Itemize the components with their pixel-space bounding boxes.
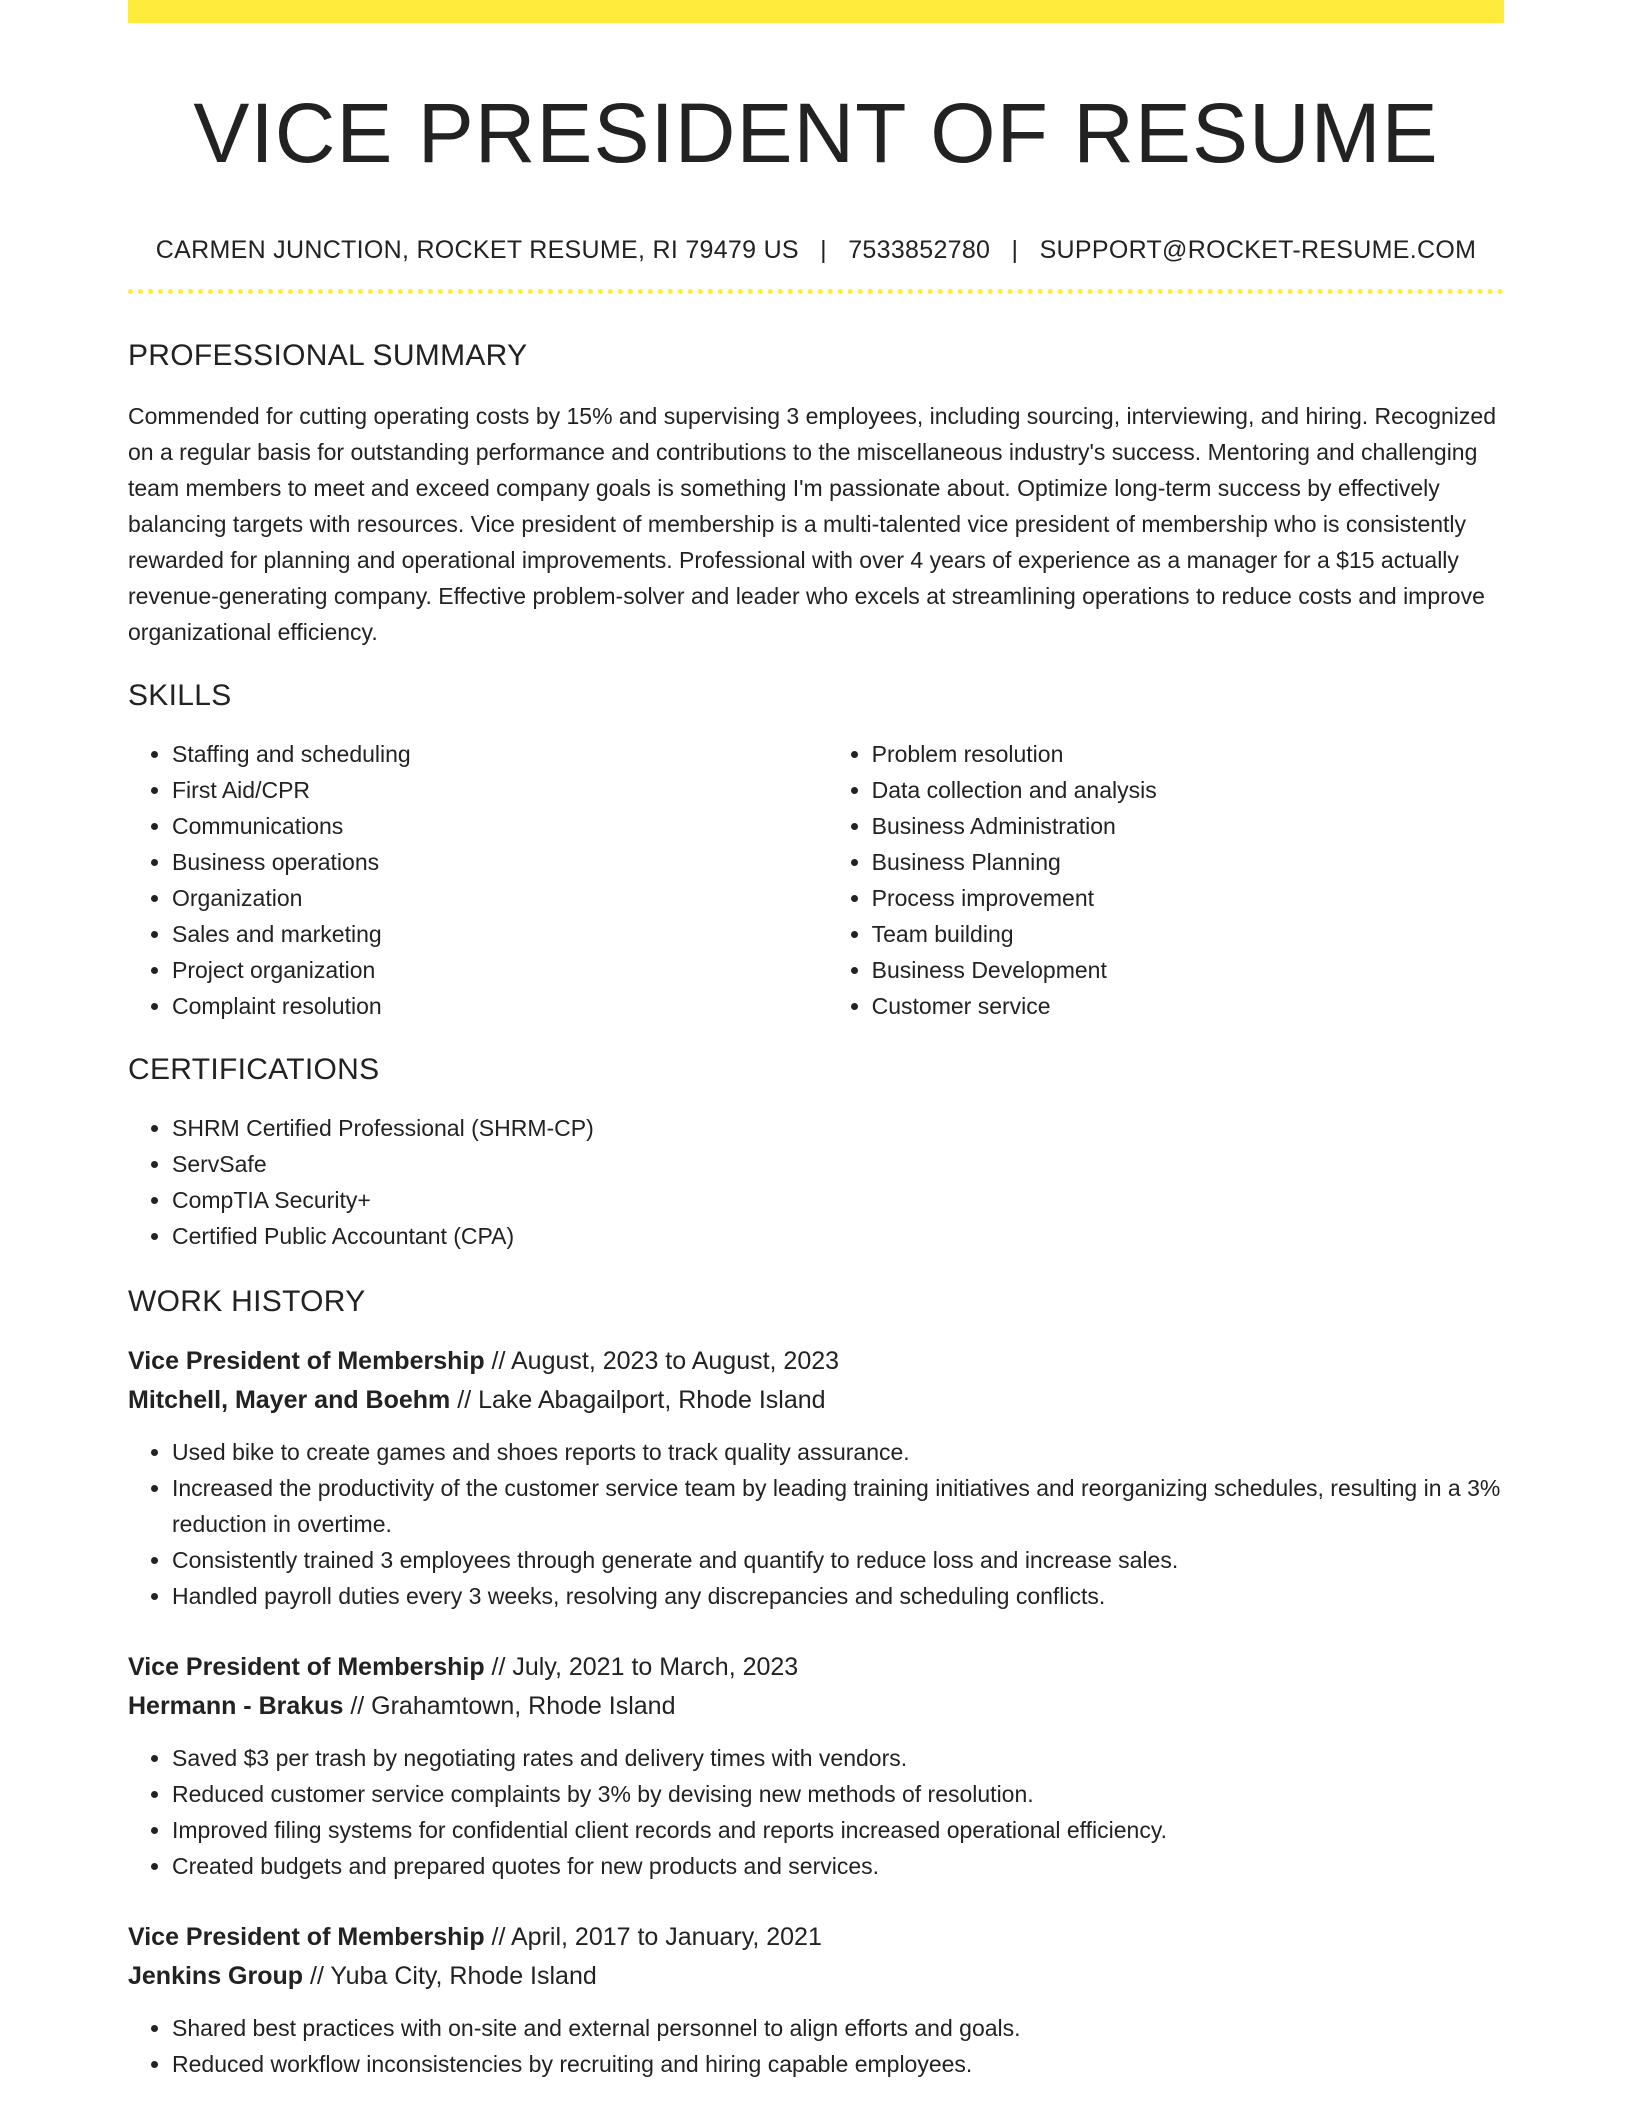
job-company: Jenkins Group xyxy=(128,1962,304,1990)
contact-line xyxy=(128,235,1504,265)
accent-top-bar xyxy=(128,0,1504,23)
skills-list-left xyxy=(128,736,828,1024)
contact-email[interactable]: SUPPORT@ROCKET-RESUME.COM xyxy=(1039,236,1477,264)
contact-phone[interactable]: 7533852780 xyxy=(848,236,991,264)
job-bullet: • Shared best practices with on-site and external personnel to align efforts and goals. xyxy=(172,2010,1504,2046)
skill-item: • Problem resolution xyxy=(872,736,1504,772)
job-entry xyxy=(128,1342,1504,1614)
skill-item: • Data collection and analysis xyxy=(872,772,1504,808)
job-bullet: • Created budgets and prepared quotes for new products and services. xyxy=(172,1848,1504,1884)
job-bullet: • Improved filing systems for confidential client records and reports increased operational efficiency. xyxy=(172,1812,1504,1848)
job-company-line xyxy=(128,1957,1504,1996)
skills-list-right xyxy=(828,736,1504,1024)
skill-item: • Organization xyxy=(172,880,828,916)
certification-item: • CompTIA Security+ xyxy=(172,1182,1504,1218)
skill-item: • Business Planning xyxy=(872,844,1504,880)
job-entry xyxy=(128,1918,1504,2082)
contact-address: CARMEN JUNCTION, ROCKET RESUME, RI 79479 US xyxy=(155,236,799,264)
job-role: Vice President of Membership xyxy=(128,1653,485,1681)
job-bullet: • Reduced customer service complaints by 3% by devising new methods of resolution. xyxy=(172,1776,1504,1812)
certifications-heading: CERTIFICATIONS xyxy=(128,1053,380,1086)
summary-section xyxy=(128,338,1504,650)
job-role: Vice President of Membership xyxy=(128,1923,485,1951)
job-dates: // April, 2017 to January, 2021 xyxy=(491,1923,822,1951)
skill-item: • Complaint resolution xyxy=(172,988,828,1024)
job-company-line xyxy=(128,1381,1504,1420)
job-entry xyxy=(128,1648,1504,1884)
job-title-line xyxy=(128,1342,1504,1381)
job-company-line xyxy=(128,1687,1504,1726)
contact-separator: | xyxy=(820,236,827,264)
skill-item: • Sales and marketing xyxy=(172,916,828,952)
job-bullet: • Increased the productivity of the customer service team by leading training initiatives and reorganizing schedules, resulting in a 3% reduction in overtime. xyxy=(172,1470,1504,1542)
skill-item: • First Aid/CPR xyxy=(172,772,828,808)
job-location: // Lake Abagailport, Rhode Island xyxy=(457,1386,826,1414)
skill-item: • Team building xyxy=(872,916,1504,952)
certifications-list xyxy=(128,1110,1504,1254)
job-bullet: • Used bike to create games and shoes reports to track quality assurance. xyxy=(172,1434,1504,1470)
job-bullets xyxy=(128,2010,1504,2082)
skills-columns xyxy=(128,714,1504,1024)
certifications-section xyxy=(128,1052,1504,1254)
summary-heading: PROFESSIONAL SUMMARY xyxy=(128,339,528,372)
job-bullets xyxy=(128,1434,1504,1614)
job-company: Hermann - Brakus xyxy=(128,1692,344,1720)
job-bullets xyxy=(128,1740,1504,1884)
resume-name-heading: VICE PRESIDENT OF RESUME xyxy=(193,86,1439,180)
summary-text: Commended for cutting operating costs by 15% and supervising 3 employees, including sourcing, interviewing, and hiring. Recognized on a regular basis for outstanding performance and contributions to the miscellaneous industry's success. Mentoring and challenging team members to meet and exceed company goals is something I'm passionate about. Optimize long-term success by effectively balancing targets with resources. Vice president of membership is a multi-talented vice president of membership who is consistently rewarded for planning and operational improvements. Professional with over 4 years of experience as a manager for a $15 actually revenue-generating company. Effective problem-solver and leader who excels at streamlining operations to reduce costs and improve organizational efficiency. xyxy=(128,403,1496,645)
skill-item: • Business operations xyxy=(172,844,828,880)
skill-item: • Communications xyxy=(172,808,828,844)
skill-item: • Project organization xyxy=(172,952,828,988)
resume-page xyxy=(128,0,1504,2082)
skill-item: • Business Administration xyxy=(872,808,1504,844)
dotted-divider xyxy=(128,289,1504,294)
work-history-section xyxy=(128,1284,1504,2082)
certification-item: • ServSafe xyxy=(172,1146,1504,1182)
job-title-line xyxy=(128,1918,1504,1957)
contact-separator: | xyxy=(1011,236,1019,264)
job-bullet: • Handled payroll duties every 3 weeks, resolving any discrepancies and scheduling conflicts. xyxy=(172,1578,1504,1614)
job-dates: // July, 2021 to March, 2023 xyxy=(491,1653,799,1681)
job-location: // Grahamtown, Rhode Island xyxy=(350,1692,676,1720)
job-company: Mitchell, Mayer and Boehm xyxy=(128,1386,451,1414)
skill-item: • Staffing and scheduling xyxy=(172,736,828,772)
job-role: Vice President of Membership xyxy=(128,1347,485,1375)
job-bullet: • Saved $3 per trash by negotiating rates and delivery times with vendors. xyxy=(172,1740,1504,1776)
certification-item: • Certified Public Accountant (CPA) xyxy=(172,1218,1504,1254)
job-bullet: • Consistently trained 3 employees through generate and quantify to reduce loss and increase sales. xyxy=(172,1542,1504,1578)
work-history-heading: WORK HISTORY xyxy=(128,1285,366,1318)
skill-item: • Business Development xyxy=(872,952,1504,988)
job-title-line xyxy=(128,1648,1504,1687)
skill-item: • Customer service xyxy=(872,988,1504,1024)
job-bullet: • Reduced workflow inconsistencies by recruiting and hiring capable employees. xyxy=(172,2046,1504,2082)
skills-section xyxy=(128,678,1504,1024)
job-dates: // August, 2023 to August, 2023 xyxy=(491,1347,840,1375)
skills-heading: SKILLS xyxy=(128,679,232,712)
job-location: // Yuba City, Rhode Island xyxy=(310,1962,597,1990)
certification-item: • SHRM Certified Professional (SHRM-CP) xyxy=(172,1110,1504,1146)
skill-item: • Process improvement xyxy=(872,880,1504,916)
